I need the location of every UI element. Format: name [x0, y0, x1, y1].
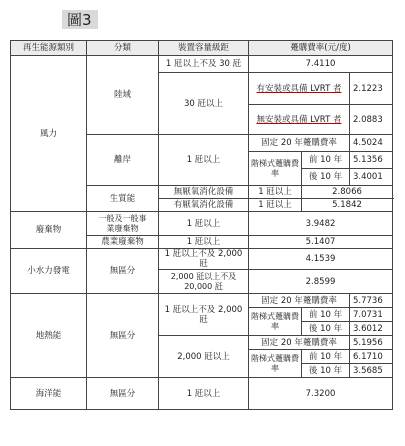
- wind-rate-1-30: 7.4110: [249, 56, 393, 73]
- wind-rate-last10: 3.4001: [350, 169, 393, 186]
- wind-rate-first10: 5.1356: [350, 152, 393, 169]
- geo-large-last-label: 後 10 年: [302, 364, 350, 378]
- biomass-with-ad: 無厭氧消化設備: [159, 186, 249, 199]
- wind-offshore: 離岸: [87, 135, 159, 186]
- wind-onshore: 陸域: [87, 56, 159, 135]
- ocean-category: 海洋能: [11, 378, 87, 410]
- geo-small-first-label: 前 10 年: [302, 308, 350, 322]
- geo-small-last: 3.6012: [350, 322, 393, 336]
- wind-tiered-label: 階梯式躉購費率: [249, 152, 302, 186]
- geo-large-first-label: 前 10 年: [302, 350, 350, 364]
- hydro-class: 無區分: [87, 249, 159, 294]
- waste-agri: 農業廢棄物: [87, 236, 159, 249]
- header-category: 再生能源類別: [11, 41, 87, 56]
- header-capacity: 裝置容量級距: [159, 41, 249, 56]
- waste-cap-1: 1 瓩以上: [159, 212, 249, 236]
- geo-small-fixed: 5.7736: [350, 294, 393, 308]
- waste-rate-agri: 5.1407: [249, 236, 393, 249]
- wind-cap-1-up: 1 瓩以上: [159, 135, 249, 186]
- tariff-table: [10, 40, 393, 410]
- waste-category: 廢棄物: [11, 212, 87, 249]
- geo-small-tiered-label: 階梯式躉購費率: [249, 308, 302, 336]
- table-row: [11, 56, 393, 73]
- geo-large-fixed-label: 固定 20 年躉購費率: [249, 336, 350, 350]
- table-row: [11, 378, 393, 410]
- geo-cap-large: 2,000 瓩以上: [159, 336, 249, 378]
- wind-cap-1-30: 1 瓩以上不及 30 瓩: [159, 56, 249, 73]
- wind-lvrt-without: 無安裝或具備 LVRT 者: [249, 105, 350, 135]
- wind-lvrt-with: 有安裝或具備 LVRT 者: [249, 73, 350, 105]
- geo-class: 無區分: [87, 294, 159, 378]
- geo-small-fixed-label: 固定 20 年躉購費率: [249, 294, 350, 308]
- hydro-cap-large: 2,000 瓩以上不及 20,000 瓩: [159, 270, 249, 294]
- biomass-cap-2: 1 瓩以上: [249, 199, 302, 212]
- figure-label: 圖3: [62, 10, 98, 29]
- wind-last10-label: 後 10 年: [302, 169, 350, 186]
- table-row: [11, 294, 393, 308]
- table-row: [11, 212, 393, 236]
- header-rate: 躉購費率(元/度): [249, 41, 393, 56]
- header-class: 分類: [87, 41, 159, 56]
- geo-large-tiered-label: 階梯式躉購費率: [249, 350, 302, 378]
- ocean-rate: 7.3200: [249, 378, 393, 410]
- geo-large-fixed: 5.1956: [350, 336, 393, 350]
- ocean-class: 無區分: [87, 378, 159, 410]
- biomass-rate-no-ad: 5.1842: [302, 199, 393, 212]
- wind-first10-label: 前 10 年: [302, 152, 350, 169]
- wind-cap-30-up: 30 瓩以上: [159, 73, 249, 135]
- geo-large-last: 3.5685: [350, 364, 393, 378]
- hydro-rate-large: 2.8599: [249, 270, 393, 294]
- hydro-category: 小水力發電: [11, 249, 87, 294]
- wind-rate-lvrt-without: 2.0883: [350, 105, 393, 135]
- wind-rate-lvrt-with: 2.1223: [350, 73, 393, 105]
- geo-small-first: 7.0731: [350, 308, 393, 322]
- biomass-cap-1: 1 瓩以上: [249, 186, 302, 199]
- waste-cap-2: 1 瓩以上: [159, 236, 249, 249]
- header-row: [11, 41, 393, 56]
- table-row: [11, 249, 393, 270]
- waste-rate-general: 3.9482: [249, 212, 393, 236]
- wind-rate-fixed20: 4.5024: [350, 135, 393, 152]
- biomass-rate-with-ad: 2.8066: [302, 186, 393, 199]
- biomass-no-ad: 有厭氧消化設備: [159, 199, 249, 212]
- geo-small-last-label: 後 10 年: [302, 322, 350, 336]
- geo-category: 地熱能: [11, 294, 87, 378]
- waste-general: 一般及一般事業廢棄物: [87, 212, 159, 236]
- hydro-cap-small: 1 瓩以上不及 2,000 瓩: [159, 249, 249, 270]
- geo-cap-small: 1 瓩以上不及 2,000 瓩: [159, 294, 249, 336]
- ocean-cap: 1 瓩以上: [159, 378, 249, 410]
- biomass-category: 生質能: [87, 186, 159, 212]
- geo-large-first: 6.1710: [350, 350, 393, 364]
- wind-category: 風力: [11, 56, 87, 212]
- hydro-rate-small: 4.1539: [249, 249, 393, 270]
- wind-fixed20-label: 固定 20 年躉購費率: [249, 135, 350, 152]
